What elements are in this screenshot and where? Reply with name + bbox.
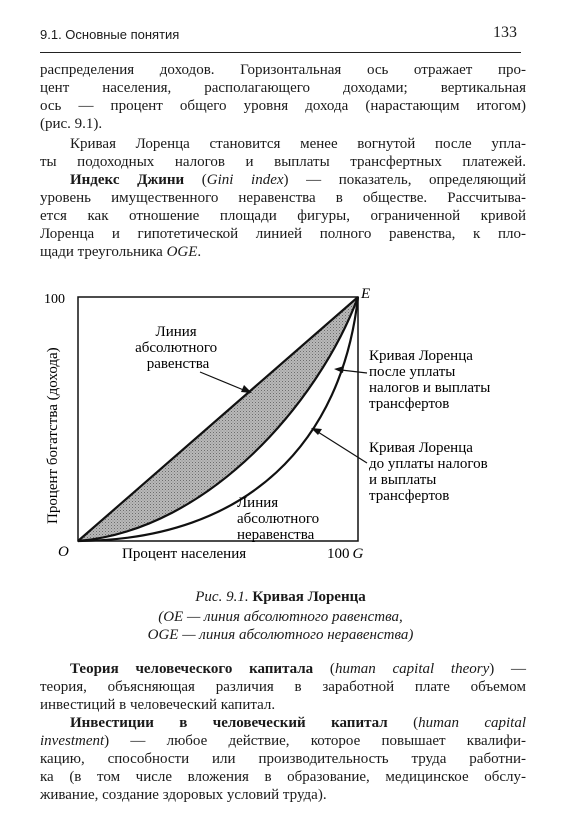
figure-caption-title bbox=[0, 588, 561, 607]
lorenz-before-label: Кривая Лоренца до уплаты налогов и выплаты трансфертов bbox=[369, 440, 488, 504]
y-axis-label: Процент богатства (дохода) bbox=[45, 347, 61, 524]
text-line: теория, объясняющая различия в заработной плате объемом bbox=[40, 679, 526, 695]
text-line: цент населения, располагающего доходами; вертикальная bbox=[40, 80, 526, 96]
figure-caption-line: (OE — линия абсолютного равенства, bbox=[158, 609, 403, 625]
lorenz-after-label: Кривая Лоренца после уплаты налогов и выплаты трансфертов bbox=[369, 348, 491, 412]
page-number: 133 bbox=[493, 24, 517, 41]
header-rule bbox=[40, 52, 521, 53]
lorenz-before-arrow bbox=[318, 432, 367, 463]
lorenz-curve-figure bbox=[0, 280, 561, 570]
figure-number: Рис. 9.1. bbox=[195, 589, 249, 605]
term-human-capital-theory-en: human capital theory bbox=[334, 661, 490, 677]
text-line: живание, создание здоровых условий труда). bbox=[40, 787, 327, 803]
equality-line bbox=[78, 297, 358, 541]
figure-title: Кривая Лоренца bbox=[248, 589, 366, 605]
text-line: ты подоходных налогов и выплаты трансфертных платежей. bbox=[40, 154, 526, 170]
text-line: Инвестиции в человеческий капитал (human capital bbox=[70, 715, 527, 731]
paragraph-distribution-axes bbox=[40, 61, 526, 133]
text-line: распределения доходов. Горизонтальная ось отражает про- bbox=[40, 62, 526, 78]
triangle-name: OGE bbox=[166, 244, 198, 260]
x-axis-right-tick: 100 G bbox=[327, 546, 364, 562]
y-axis-top-tick: 100 bbox=[44, 292, 65, 307]
equality-line-label: Линия абсолютного равенства bbox=[135, 324, 218, 372]
lorenz-after-arrowhead bbox=[334, 366, 344, 373]
text-line: ется как отношение площади фигуры, ограниченной кривой bbox=[40, 208, 526, 224]
origin-label: O bbox=[58, 544, 69, 560]
text-line: Лоренца и гипотетической линией полного равенства, к пло- bbox=[40, 226, 526, 242]
paragraph-human-capital-theory bbox=[40, 660, 526, 714]
x-axis-label: Процент населения bbox=[122, 546, 247, 562]
text-line: Кривая Лоренца становится менее вогнутой после упла- bbox=[70, 136, 526, 152]
term-gini-index: Индекс Джини bbox=[70, 172, 185, 188]
text-line: (рис. 9.1). bbox=[40, 116, 103, 132]
term-human-capital-theory: Теория человеческого капитала bbox=[70, 661, 314, 677]
paragraph-human-capital-investment bbox=[40, 714, 526, 804]
paragraph-lorenz-concavity bbox=[40, 135, 526, 171]
equality-arrowhead bbox=[241, 385, 252, 393]
text-line: щади треугольника OGE. bbox=[40, 244, 202, 260]
text-line: Индекс Джини (Gini index) — показатель, определяющий bbox=[70, 172, 527, 188]
equality-label-arrow bbox=[200, 372, 246, 391]
term-human-capital-investment-en: human capital bbox=[418, 715, 527, 731]
text-line: инвестиций в человеческий капитал. bbox=[40, 697, 276, 713]
term-gini-index-en: Gini index bbox=[206, 172, 284, 188]
text-line: investment) — любое действие, которое повышает квалифи- bbox=[40, 733, 526, 749]
figure-caption-line: OGE — линия абсолютного неравенства) bbox=[147, 627, 414, 643]
paragraph-gini-index bbox=[40, 171, 526, 261]
corner-label-e: E bbox=[361, 286, 371, 302]
lorenz-after-arrow bbox=[341, 370, 367, 373]
text-line: уровень имущественного неравенства в обществе. Рассчитыва- bbox=[40, 190, 526, 206]
inequality-line-label: Линия абсолютного неравенства bbox=[237, 495, 320, 543]
text-line: кацию, способности или производительность труда работни- bbox=[40, 751, 526, 767]
term-human-capital-investment: Инвестиции в человеческий капитал bbox=[70, 715, 388, 731]
text-line: ка (в том числе вложения в образование, медицинское обслу- bbox=[40, 769, 526, 785]
running-header-section: 9.1. Основные понятия bbox=[40, 27, 180, 42]
text-line: ось — процент общего уровня дохода (нарастающим итогом) bbox=[40, 98, 526, 114]
text-line: Теория человеческого капитала (human capital theory) — bbox=[70, 661, 526, 677]
